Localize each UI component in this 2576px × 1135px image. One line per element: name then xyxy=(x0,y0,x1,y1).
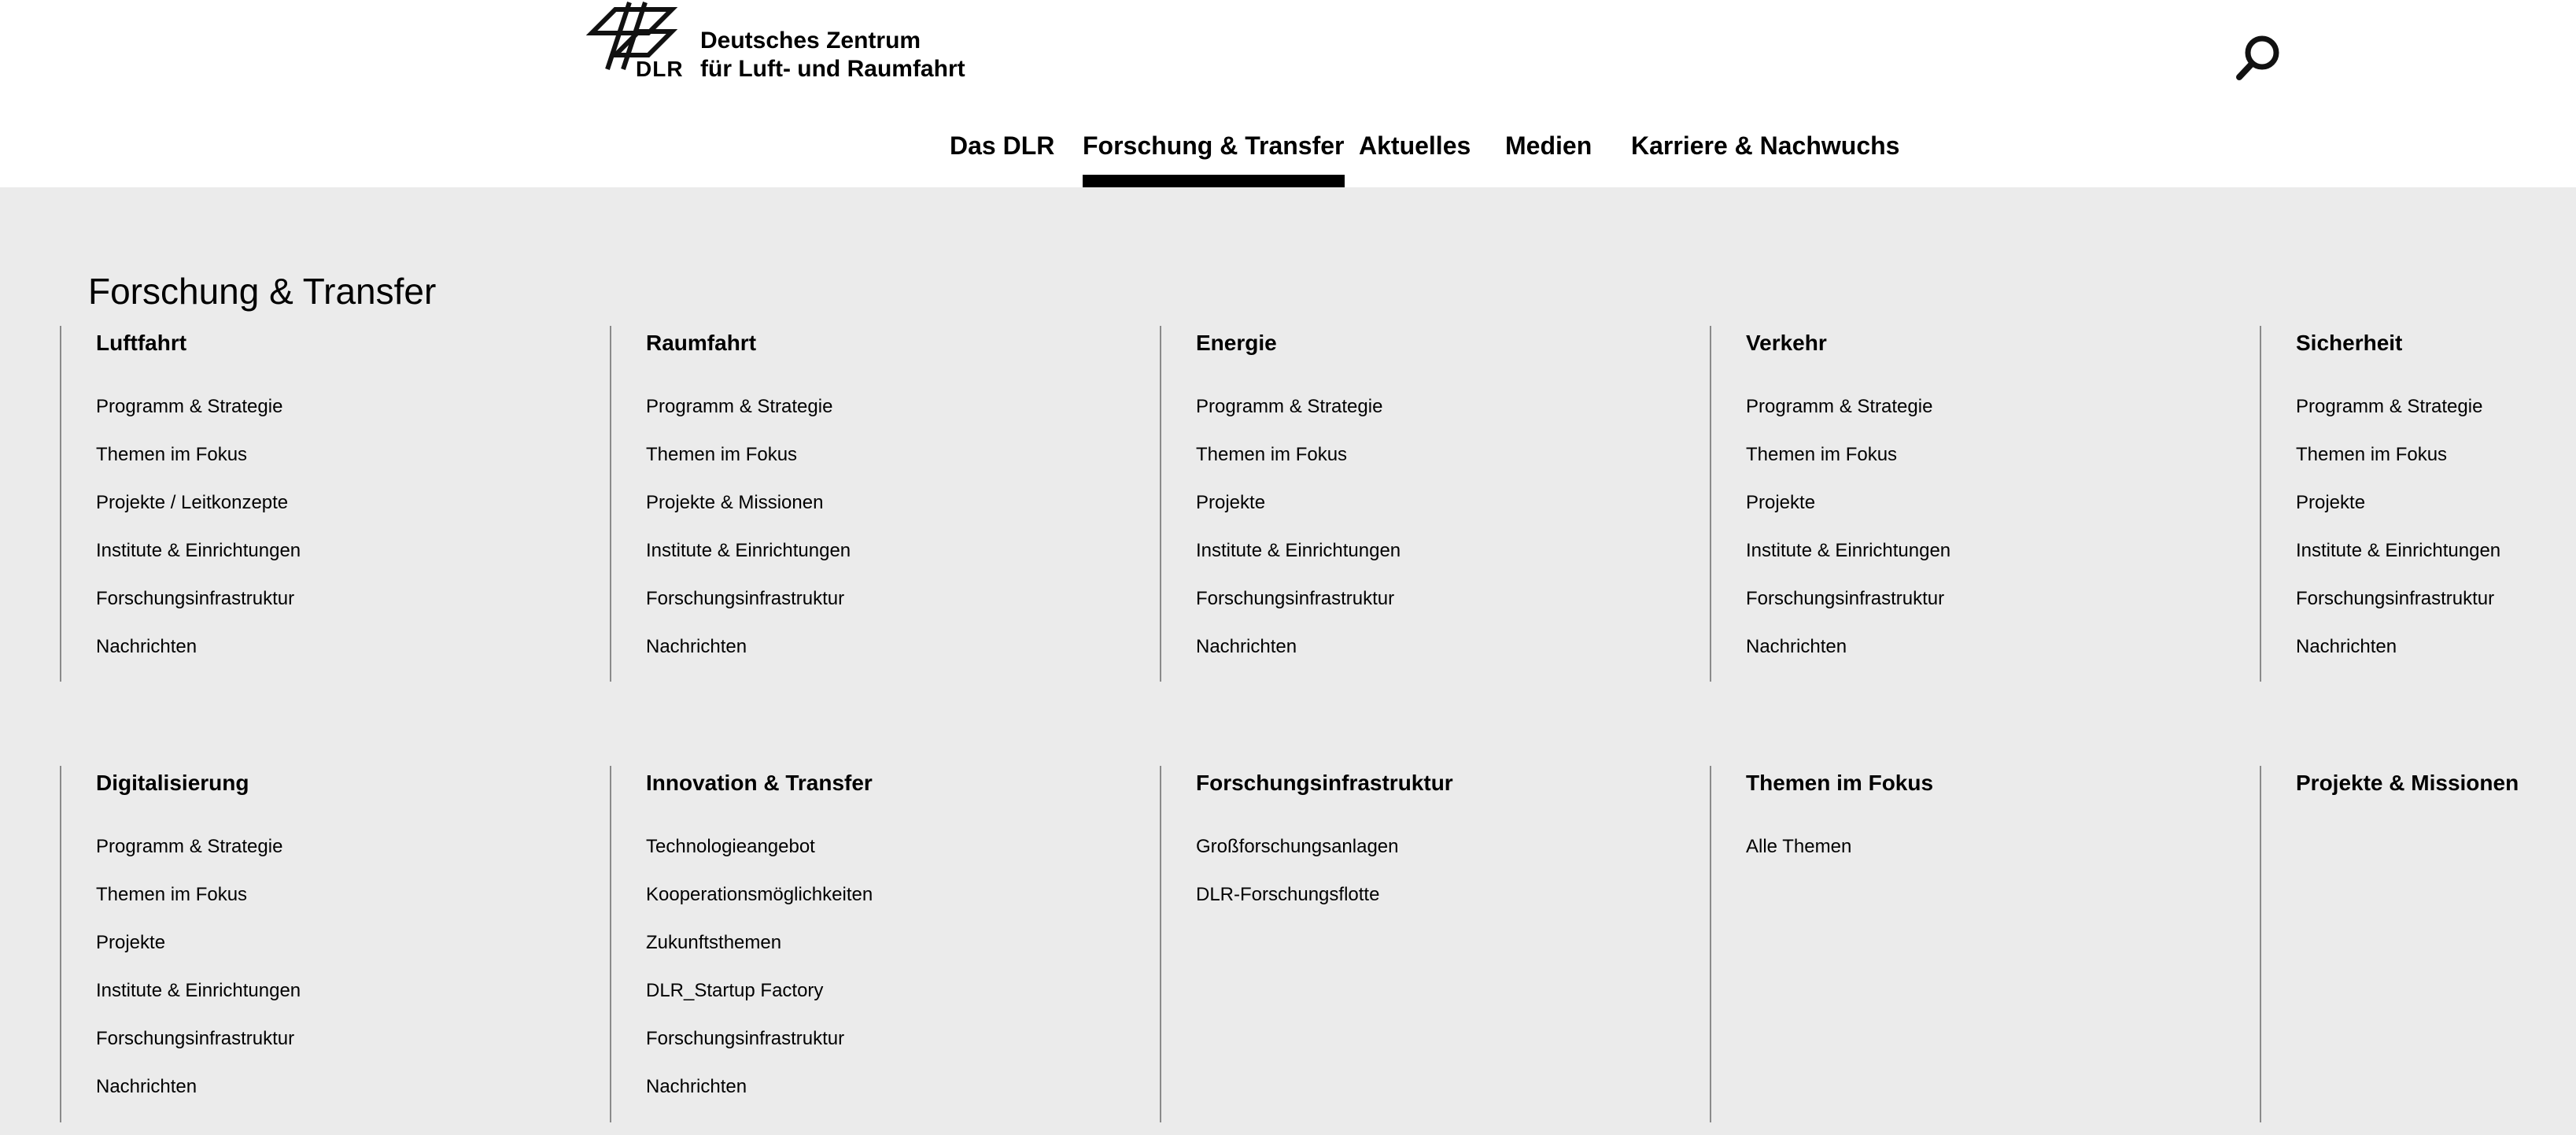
menu-link[interactable]: Projekte & Missionen xyxy=(646,492,824,513)
menu-link[interactable]: Technologieangebot xyxy=(646,836,815,857)
menu-column-digitalisierung xyxy=(60,766,603,1122)
logo-line-1: Deutsches Zentrum xyxy=(700,28,921,54)
logo-wordmark xyxy=(700,27,965,83)
menu-link[interactable]: Themen im Fokus xyxy=(1746,444,1898,465)
column-links xyxy=(1196,394,1703,682)
menu-link[interactable]: Institute & Einrichtungen xyxy=(96,980,301,1001)
menu-link[interactable]: Nachrichten xyxy=(1746,636,1847,657)
nav-item-forschung-transfer[interactable]: Forschung & Transfer xyxy=(1083,126,1345,187)
column-links xyxy=(96,394,603,682)
nav-item-aktuelles[interactable]: Aktuelles xyxy=(1359,131,1471,160)
menu-link[interactable]: Nachrichten xyxy=(1196,636,1297,657)
menu-link[interactable]: Nachrichten xyxy=(646,1076,747,1097)
menu-link[interactable]: Projekte xyxy=(96,932,166,953)
column-heading[interactable]: Projekte & Missionen xyxy=(2296,771,2519,795)
menu-link[interactable]: Projekte xyxy=(1746,492,1816,513)
menu-link[interactable]: Forschungsinfrastruktur xyxy=(96,1028,295,1049)
logo-line-2: für Luft- und Raumfahrt xyxy=(700,56,965,82)
column-links xyxy=(646,394,1153,682)
column-links xyxy=(1196,834,1703,930)
menu-link[interactable]: Forschungsinfrastruktur xyxy=(646,588,845,609)
menu-link[interactable]: Institute & Einrichtungen xyxy=(1196,540,1401,561)
menu-column-projekte-missionen xyxy=(2260,766,2574,1122)
menu-link[interactable]: Themen im Fokus xyxy=(1196,444,1348,465)
menu-link[interactable]: Forschungsinfrastruktur xyxy=(646,1028,845,1049)
column-links xyxy=(646,834,1153,1122)
menu-link[interactable]: Alle Themen xyxy=(1746,836,1852,857)
column-heading[interactable]: Innovation & Transfer xyxy=(646,771,873,795)
menu-link[interactable]: Nachrichten xyxy=(96,1076,197,1097)
menu-column-energie xyxy=(1160,326,1703,682)
nav-item-medien[interactable]: Medien xyxy=(1505,131,1592,160)
menu-link[interactable]: Zukunftsthemen xyxy=(646,932,782,953)
search-button[interactable] xyxy=(2233,31,2285,83)
menu-link[interactable]: Projekte xyxy=(2296,492,2366,513)
menu-link[interactable]: Projekte / Leitkonzepte xyxy=(96,492,289,513)
logo-abbreviation: DLR xyxy=(636,57,684,81)
menu-link[interactable]: Institute & Einrichtungen xyxy=(646,540,851,561)
menu-column-forschungsinfrastruktur xyxy=(1160,766,1703,1122)
menu-link[interactable]: Institute & Einrichtungen xyxy=(2296,540,2501,561)
menu-link[interactable]: Nachrichten xyxy=(2296,636,2397,657)
nav-item-karriere-nachwuchs[interactable]: Karriere & Nachwuchs xyxy=(1631,131,1900,160)
menu-link[interactable]: Themen im Fokus xyxy=(646,444,798,465)
nav-item-das-dlr[interactable]: Das DLR xyxy=(950,131,1055,160)
menu-link[interactable]: Großforschungsanlagen xyxy=(1196,836,1399,857)
menu-column-verkehr xyxy=(1710,326,2253,682)
column-links xyxy=(2296,394,2574,682)
column-heading[interactable]: Energie xyxy=(1196,331,1277,355)
menu-link[interactable]: Projekte xyxy=(1196,492,1266,513)
menu-link[interactable]: Institute & Einrichtungen xyxy=(96,540,301,561)
menu-link[interactable]: Nachrichten xyxy=(646,636,747,657)
menu-column-themen-im-fokus xyxy=(1710,766,2253,1122)
menu-link[interactable]: Institute & Einrichtungen xyxy=(1746,540,1951,561)
menu-link[interactable]: Programm & Strategie xyxy=(96,836,283,857)
column-heading[interactable]: Verkehr xyxy=(1746,331,1827,355)
menu-link[interactable]: Programm & Strategie xyxy=(2296,396,2483,417)
main-navigation xyxy=(0,126,2576,187)
menu-link[interactable]: Programm & Strategie xyxy=(1746,396,1933,417)
menu-link[interactable]: Programm & Strategie xyxy=(1196,396,1383,417)
menu-column-luftfahrt xyxy=(60,326,603,682)
menu-link[interactable]: DLR_Startup Factory xyxy=(646,980,824,1001)
menu-link[interactable]: Forschungsinfrastruktur xyxy=(2296,588,2495,609)
menu-link[interactable]: Programm & Strategie xyxy=(96,396,283,417)
menu-link[interactable]: Forschungsinfrastruktur xyxy=(96,588,295,609)
menu-link[interactable]: DLR-Forschungsflotte xyxy=(1196,884,1380,905)
column-heading[interactable]: Forschungsinfrastruktur xyxy=(1196,771,1453,795)
column-heading[interactable]: Luftfahrt xyxy=(96,331,187,355)
column-links xyxy=(96,834,603,1122)
menu-link[interactable]: Themen im Fokus xyxy=(96,444,248,465)
menu-link[interactable]: Forschungsinfrastruktur xyxy=(1746,588,1945,609)
column-heading[interactable]: Themen im Fokus xyxy=(1746,771,1934,795)
menu-column-sicherheit xyxy=(2260,326,2574,682)
menu-link[interactable]: Programm & Strategie xyxy=(646,396,833,417)
menu-column-raumfahrt xyxy=(610,326,1153,682)
menu-link[interactable]: Kooperationsmöglichkeiten xyxy=(646,884,873,905)
search-icon xyxy=(2233,31,2285,83)
mega-menu-title: Forschung & Transfer xyxy=(88,270,437,312)
column-heading[interactable]: Digitalisierung xyxy=(96,771,249,795)
menu-column-innovation-transfer xyxy=(610,766,1153,1122)
column-links xyxy=(1746,834,2253,882)
menu-link[interactable]: Themen im Fokus xyxy=(96,884,248,905)
column-heading[interactable]: Raumfahrt xyxy=(646,331,757,355)
column-links xyxy=(1746,394,2253,682)
menu-link[interactable]: Themen im Fokus xyxy=(2296,444,2448,465)
site-header xyxy=(0,0,2576,187)
menu-link[interactable]: Nachrichten xyxy=(96,636,197,657)
dlr-logo-link[interactable] xyxy=(584,0,993,87)
column-heading[interactable]: Sicherheit xyxy=(2296,331,2403,355)
menu-link[interactable]: Forschungsinfrastruktur xyxy=(1196,588,1395,609)
